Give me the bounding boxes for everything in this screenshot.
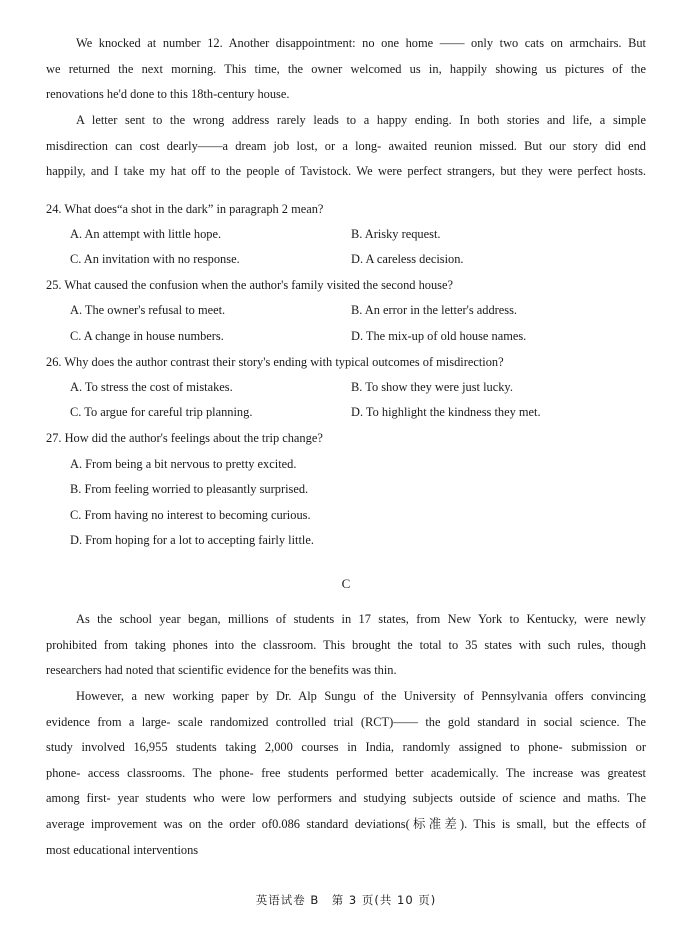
question-26-option-c: C. To argue for careful trip planning. (70, 405, 253, 419)
question-25-stem: 25. What caused the confusion when the author's family visited the second house? (46, 278, 454, 292)
text-line: researchers had noted that scientific evidence for the benefits was thin. (46, 663, 397, 678)
text-line: most educational interventions (46, 842, 199, 857)
question-26-option-b: B. To show they were just lucky. (351, 380, 513, 394)
text-line: A letter sent to the wrong address rarely leads to a happy ending. In both stories and life, a simple (76, 113, 646, 127)
text-line: We knocked at number 12. Another disappointment: no one home —— only two cats on armchairs. But (76, 36, 646, 50)
question-26-option-d: D. To highlight the kindness they met. (351, 405, 541, 419)
text-line: study involved 16,955 students taking 2,000 courses in India, randomly assigned to phone- submission or (46, 740, 646, 755)
text-line: evidence from a large- scale randomized controlled trial (RCT)—— the gold standard in social science. The (46, 714, 646, 729)
question-25-option-a: A. The owner's refusal to meet. (70, 303, 226, 317)
question-24-option-a: A. An attempt with little hope. (70, 227, 222, 241)
question-26-option-a: A. To stress the cost of mistakes. (70, 380, 233, 394)
section-c-paragraph-2 (46, 684, 646, 863)
text-line: prohibited from taking phones into the classroom. This brought the total to 35 states with such rules, though (46, 637, 646, 652)
question-24-stem: 24. What does“a shot in the dark” in paragraph 2 mean? (46, 202, 324, 216)
question-27-option-a: A. From being a bit nervous to pretty excited. (70, 457, 297, 471)
question-27-option-c: C. From having no interest to becoming curious. (70, 508, 311, 522)
question-24-option-c: C. An invitation with no response. (70, 252, 240, 266)
text-line: among first- year students who were low performers and studying subjects outside of science and maths. The (46, 791, 646, 806)
text-line: average improvement was on the order of0.086 standard deviations(标准差). This is small, but the effects of (46, 816, 646, 831)
text-line: However, a new working paper by Dr. Alp Sungu of the University of Pennsylvania offers convincing (76, 689, 646, 703)
text-line: happily, and I take my hat off to the people of Tavistock. We were perfect strangers, but they were perfect hosts. (46, 164, 646, 179)
text-line: phone- access classrooms. The phone- free students performed better academically. The increase was greatest (46, 765, 646, 780)
question-25-option-c: C. A change in house numbers. (70, 329, 224, 343)
question-27-option-b: B. From feeling worried to pleasantly surprised. (70, 482, 309, 496)
passage-b-paragraph-2 (46, 108, 646, 185)
text-line: we returned the next morning. This time, the owner welcomed us in, happily showing us pictures of the (46, 61, 646, 76)
text-line: renovations he'd done to this 18th-century house. (46, 87, 290, 102)
passage-b-paragraph-1 (46, 31, 646, 108)
question-24-option-d: D. A careless decision. (351, 252, 464, 266)
question-27-stem: 27. How did the author's feelings about the trip change? (46, 431, 323, 445)
page-footer: 英语试卷 B 第 3 页(共 10 页) (255, 893, 437, 907)
text-line: misdirection can cost dearly——a dream job lost, or a long- awaited reunion missed. But our story did end (46, 138, 646, 153)
question-26-stem: 26. Why does the author contrast their story's ending with typical outcomes of misdirection? (46, 355, 504, 369)
question-25-option-d: D. The mix-up of old house names. (351, 329, 527, 343)
text-line: As the school year began, millions of students in 17 states, from New York to Kentucky, were newly (76, 612, 646, 626)
question-27-option-d: D. From hoping for a lot to accepting fairly little. (70, 533, 314, 547)
question-25-option-b: B. An error in the letter's address. (351, 303, 518, 317)
section-c-heading: C (341, 576, 351, 591)
section-c-paragraph-1 (46, 607, 646, 684)
question-24-option-b: B. Arisky request. (351, 227, 441, 241)
